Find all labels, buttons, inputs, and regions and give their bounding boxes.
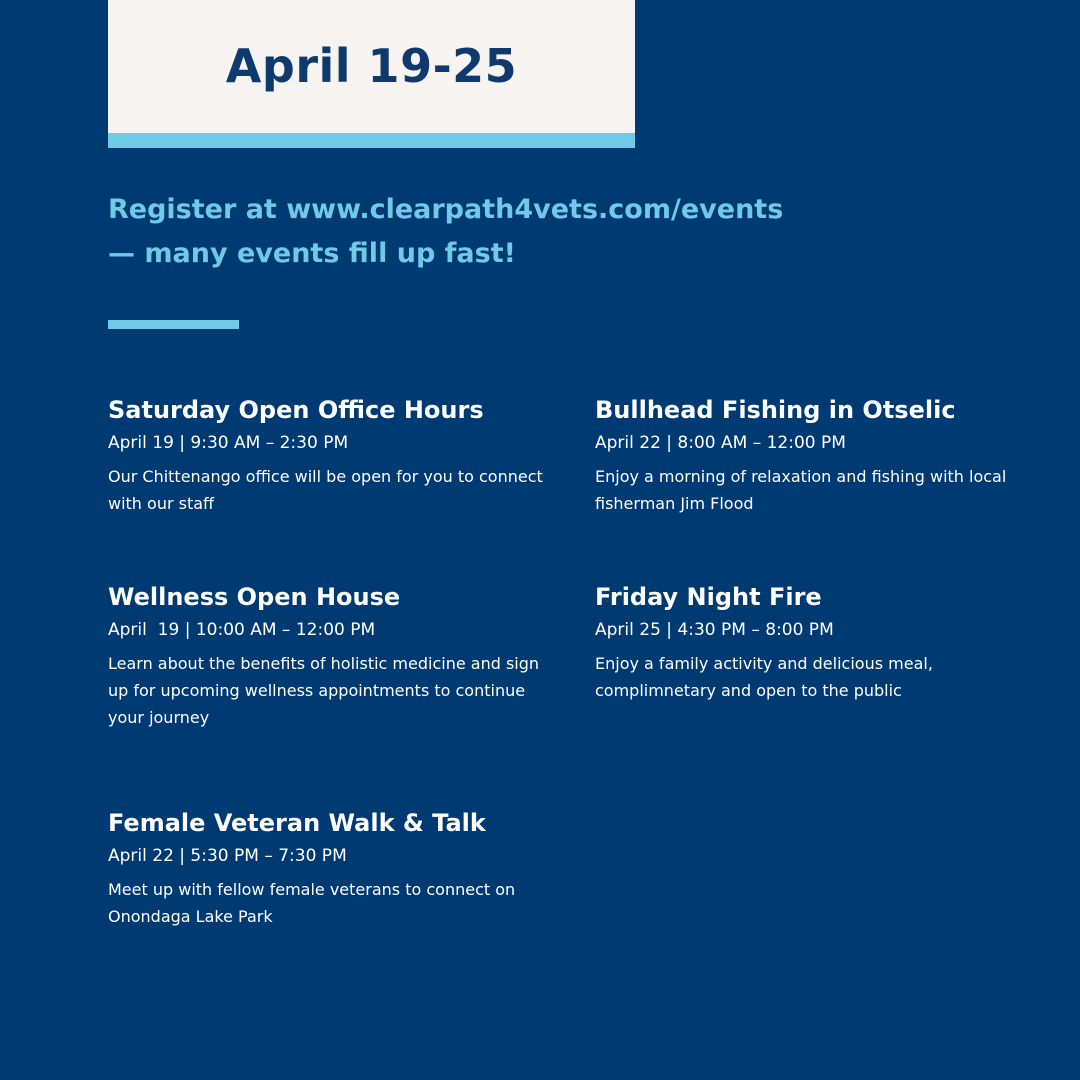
event-datetime: April 19 | 9:30 AM – 2:30 PM — [108, 433, 349, 453]
event-female-veteran-walk-talk — [108, 806, 548, 930]
event-saturday-open-office-hours — [108, 393, 548, 517]
event-wellness-open-house — [108, 580, 548, 731]
event-description: Enjoy a morning of relaxation and fishing with local fisherman Jim Flood — [595, 467, 1007, 513]
event-description: Our Chittenango office will be open for you to connect with our staff — [108, 467, 543, 513]
event-friday-night-fire — [595, 580, 1035, 704]
registration-note — [108, 188, 1008, 276]
section-divider — [108, 320, 239, 329]
event-title: Wellness Open House — [108, 583, 401, 611]
event-datetime: April 22 | 5:30 PM – 7:30 PM — [108, 846, 347, 866]
registration-line-2: — many events fill up fast! — [108, 238, 516, 269]
event-description: Enjoy a family activity and delicious meal, complimnetary and open to the public — [595, 654, 933, 700]
date-box-accent-stripe — [108, 133, 635, 148]
event-description: Learn about the benefits of holistic medicine and sign up for upcoming wellness appointments to continue your journey — [108, 654, 540, 727]
registration-line-1: Register at www.clearpath4vets.com/events — [108, 194, 784, 225]
event-datetime: April 22 | 8:00 AM – 12:00 PM — [595, 433, 846, 453]
event-datetime: April 25 | 4:30 PM – 8:00 PM — [595, 620, 834, 640]
event-title: Female Veteran Walk & Talk — [108, 809, 486, 837]
event-title: Bullhead Fishing in Otselic — [595, 396, 956, 424]
event-datetime: April 19 | 10:00 AM – 12:00 PM — [108, 620, 376, 640]
event-title: Friday Night Fire — [595, 583, 822, 611]
event-description: Meet up with fellow female veterans to connect on Onondaga Lake Park — [108, 880, 516, 926]
event-title: Saturday Open Office Hours — [108, 396, 484, 424]
page-title: April 19-25 — [225, 39, 518, 93]
event-bullhead-fishing — [595, 393, 1035, 517]
